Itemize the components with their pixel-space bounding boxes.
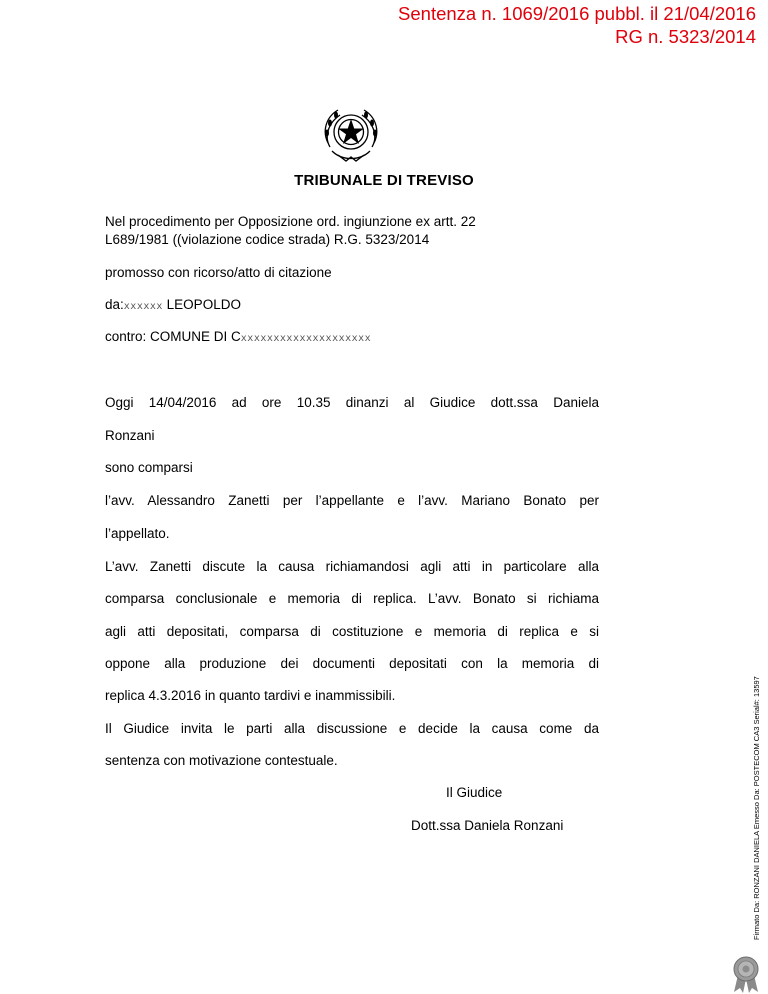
body-line-8: agli atti depositati, comparsa di costituzione e memoria di replica e si <box>105 624 599 639</box>
judgment-number: Sentenza n. 1069/2016 pubbl. il 21/04/2016 <box>398 3 756 24</box>
digital-signature-text: Firmato Da: RONZANI DANIELA Emesso Da: POSTECOM CA3 Serial#: 13597 <box>752 676 761 940</box>
body-line-4: l’avv. Alessandro Zanetti per l’appellante e l’avv. Mariano Bonato per <box>105 493 599 508</box>
body-line-3: sono comparsi <box>105 460 193 475</box>
party-against-label: contro: COMUNE DI C <box>105 329 241 344</box>
redacted-surname: xxxxxx <box>123 301 163 312</box>
party-from-label: da: <box>105 297 124 312</box>
case-number: RG n. 5323/2014 <box>615 26 756 47</box>
party-against <box>105 329 371 344</box>
proceeding-line-1: Nel procedimento per Opposizione ord. ingiunzione ex artt. 22 <box>105 214 476 229</box>
signature-title: Il Giudice <box>446 785 503 800</box>
party-from-name: LEOPOLDO <box>166 297 241 312</box>
certification-seal-icon <box>728 955 764 993</box>
body-line-9: oppone alla produzione dei documenti depositati con la memoria di <box>105 656 599 671</box>
body-line-11: Il Giudice invita le parti alla discussione e decide la causa come da <box>105 721 599 736</box>
party-from <box>105 297 241 312</box>
italian-republic-emblem-icon <box>318 103 384 167</box>
body-line-12: sentenza con motivazione contestuale. <box>105 753 338 768</box>
court-title: TRIBUNALE DI TREVISO <box>294 172 474 189</box>
signature-name: Dott.ssa Daniela Ronzani <box>411 818 564 833</box>
promoted-line: promosso con ricorso/atto di citazione <box>105 265 332 280</box>
body-line-5: l’appellato. <box>105 526 170 541</box>
body-line-6: L’avv. Zanetti discute la causa richiamandosi agli atti in particolare alla <box>105 559 599 574</box>
document-reference <box>398 2 756 48</box>
redacted-municipality: xxxxxxxxxxxxxxxxxxxx <box>240 333 372 344</box>
proceeding-line-2: L689/1981 ((violazione codice strada) R.G. 5323/2014 <box>105 232 430 247</box>
body-line-1: Oggi 14/04/2016 ad ore 10.35 dinanzi al Giudice dott.ssa Daniela <box>105 395 599 410</box>
body-line-2: Ronzani <box>105 428 155 443</box>
body-line-7: comparsa conclusionale e memoria di replica. L’avv. Bonato si richiama <box>105 591 599 606</box>
body-line-10: replica 4.3.2016 in quanto tardivi e inammissibili. <box>105 688 396 703</box>
